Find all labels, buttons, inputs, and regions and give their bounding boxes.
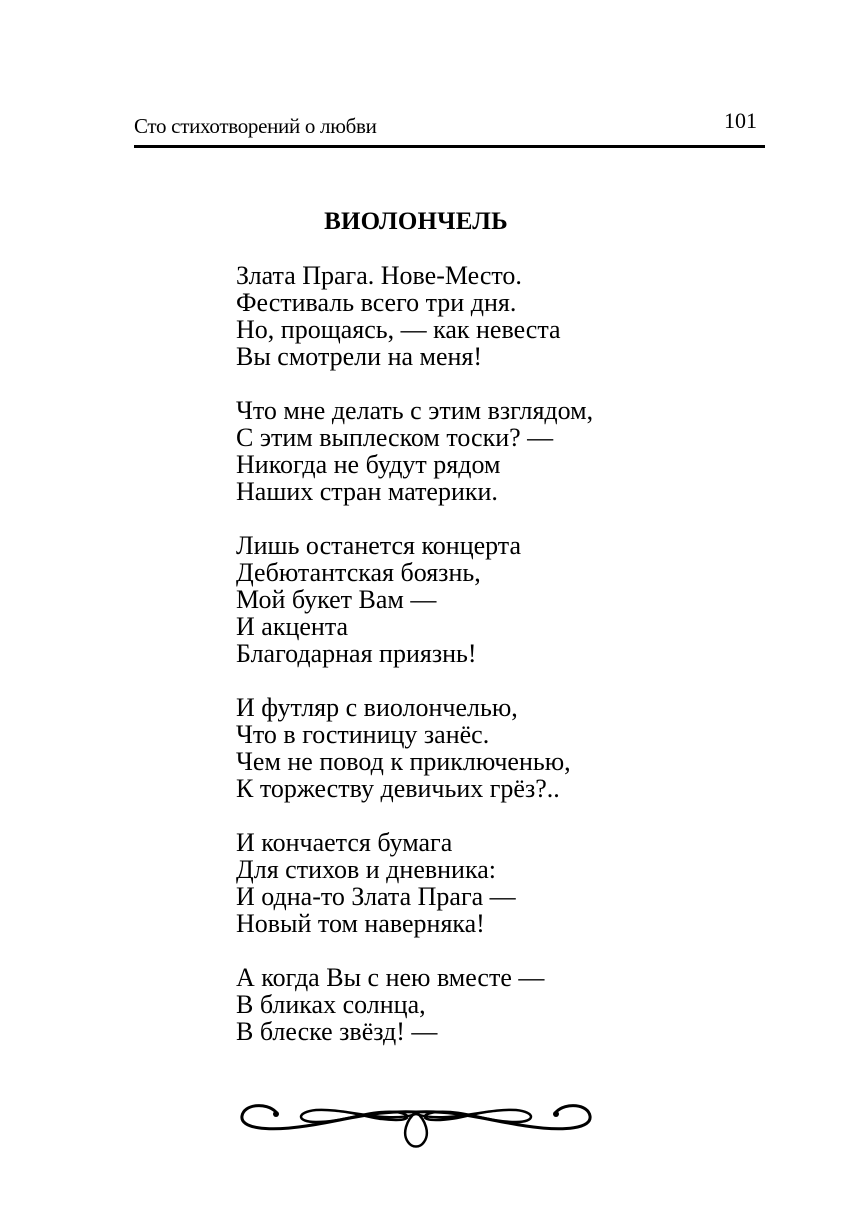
stanza-6: [236, 964, 593, 1045]
poem-line: Но, прощаясь, — как невеста: [236, 315, 561, 344]
poem-line: А когда Вы с нею вместе —: [236, 963, 545, 992]
page-number: 101: [724, 108, 757, 133]
poem-line: Наших стран материки.: [236, 477, 498, 506]
poem-title: ВИОЛОНЧЕЛЬ: [324, 208, 508, 235]
poem-body: [236, 262, 593, 1072]
poem-line: Что мне делать с этим взглядом,: [236, 396, 594, 425]
poem-line: В блеске звёзд! —: [236, 1017, 438, 1046]
poem-line: Лишь останется концерта: [236, 531, 522, 560]
header-rule: [134, 145, 765, 148]
flourish-divider-icon: [236, 1098, 596, 1150]
stanza-4: [236, 694, 593, 802]
poem-line: И футляр с виолончелью,: [236, 693, 518, 722]
running-header: [134, 104, 765, 144]
stanza-2: [236, 397, 593, 505]
poem-line: Что в гостиницу занёс.: [236, 720, 490, 749]
poem-line: И акцента: [236, 612, 349, 641]
stanza-3: [236, 532, 593, 667]
poem-line: И одна-то Злата Прага —: [236, 882, 516, 911]
stanza-5: [236, 829, 593, 937]
poem-line: Дебютантская боязнь,: [236, 558, 481, 587]
stanza-1: [236, 262, 593, 370]
poem-line: Фестиваль всего три дня.: [236, 288, 517, 317]
running-title: Сто стихотворений о любви: [134, 114, 377, 138]
poem-line: Благодарная приязнь!: [236, 639, 477, 668]
poem-line: В бликах солнца,: [236, 990, 426, 1019]
poem-line: С этим выплеском тоски? —: [236, 423, 554, 452]
poem-line: К торжеству девичьих грёз?..: [236, 774, 560, 803]
poem-line: Вы смотрели на меня!: [236, 342, 483, 371]
poem-line: Новый том наверняка!: [236, 909, 485, 938]
poem-line: И кончается бумага: [236, 828, 453, 857]
poem-line: Злата Прага. Нове-Место.: [236, 261, 522, 290]
poem-line: Чем не повод к приключенью,: [236, 747, 571, 776]
poem-line: Мой букет Вам —: [236, 585, 437, 614]
poem-line: Для стихов и дневника:: [236, 855, 496, 884]
poem-line: Никогда не будут рядом: [236, 450, 501, 479]
